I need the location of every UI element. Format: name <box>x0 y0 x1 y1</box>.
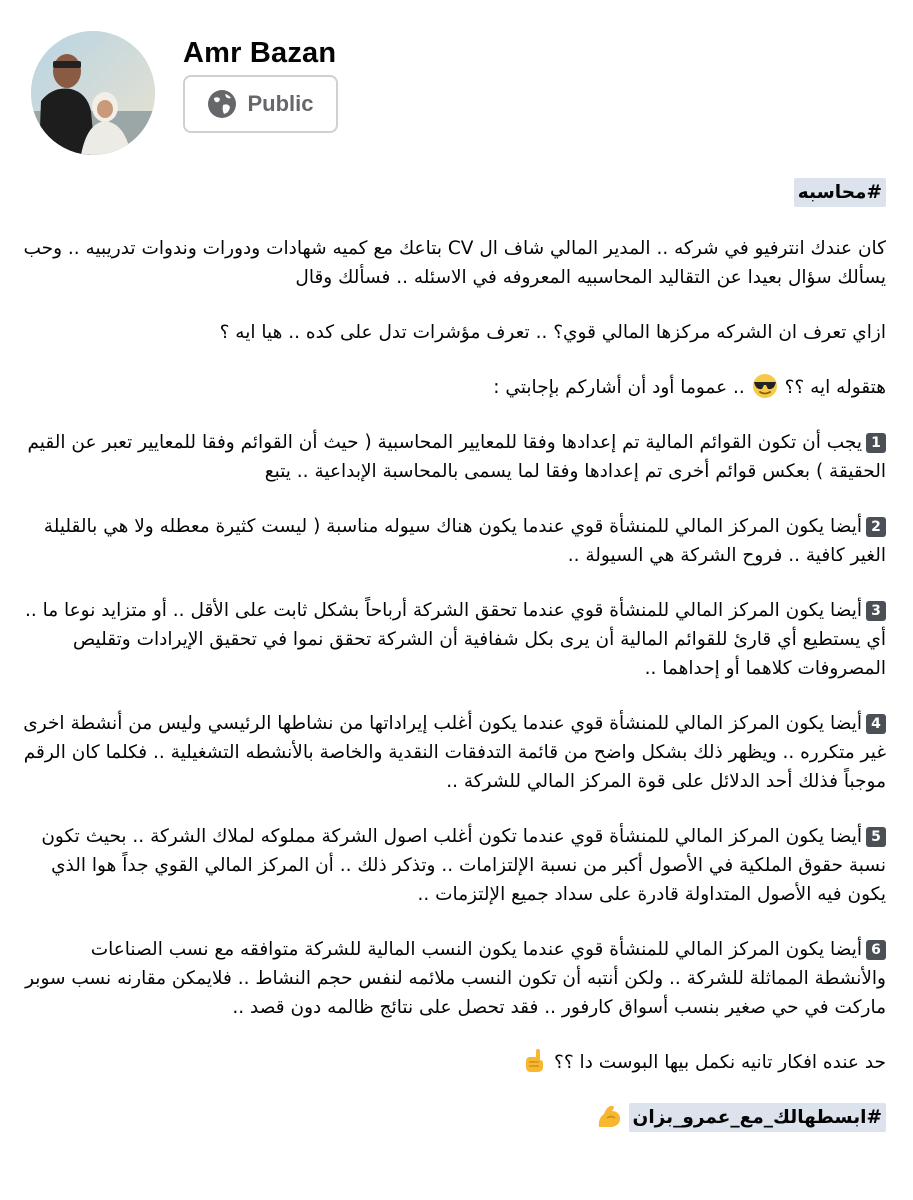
author-name[interactable]: Amr Bazan <box>183 37 337 69</box>
avatar[interactable] <box>31 31 155 155</box>
number-badge: 1 <box>866 433 886 453</box>
number-badge: 2 <box>866 517 886 537</box>
audience-button[interactable] <box>183 75 338 133</box>
sunglasses-emoji-icon <box>751 373 779 399</box>
number-badge: 6 <box>866 940 886 960</box>
point-6: 6أيضا يكون المركز المالي للمنشأة قوي عندما يكون النسب المالية للشركة متوافقه مع نسب الصناعات والأنشطة المماثلة للشركة .. ولكن أنتبه أن تكون النسب ملائمه لنفس حجم النشاط .. فلايمكن مقارنه نسب سوبر ماركت في حي صغير بنسب أسواق كارفور .. فقد تحصل على نتائج ظالمه دون قصد .. <box>25 939 886 1018</box>
audience-label: Public <box>247 91 314 116</box>
post-body <box>22 178 886 1158</box>
globe-icon <box>207 89 237 119</box>
hashtag-link[interactable]: #ابسطهالك_مع_عمرو_بزان <box>629 1103 886 1132</box>
number-badge: 4 <box>866 714 886 734</box>
point-5: 5أيضا يكون المركز المالي للمنشأة قوي عندما تكون أغلب اصول الشركة مملوكه لملاك الشركة .. بحيث تكون نسبة حقوق الملكية في الأصول أكبر من نسبة الإلتزامات .. وتذكر ذلك .. أن المركز المالي القوي جداً هوا الذي يكون فيه الأصول المتداولة قادرة على سداد جميع الإلتزمات .. <box>41 826 886 905</box>
post-header <box>31 31 891 161</box>
hashtag-link[interactable]: #محاسبه <box>794 178 886 207</box>
lead-paragraph: هتقوله ايه ؟؟ .. عموما أود أن أشاركم بإجابتي : <box>22 373 886 402</box>
closing-paragraph: حد عنده افكار تانيه نكمل بيها البوست دا ؟؟ <box>22 1048 886 1077</box>
point-4: 4أيضا يكون المركز المالي للمنشأة قوي عندما يكون أغلب إيراداتها من نشاطها الرئيسي وليس من أنشطة اخرى غير متكرره .. ويظهر ذلك بشكل واضح من قائمة التدفقات النقدية والخاصة بالأنشطه التشغيلية .. فكلما كان الرقم موجباً فذلك أحد الدلائل على قوة المركز المالي للشركة .. <box>23 713 886 792</box>
pointing-hand-icon <box>520 1048 548 1074</box>
point-3: 3أيضا يكون المركز المالي للمنشأة قوي عندما تحقق الشركة أرباحاً بشكل ثابت على الأقل .. أو متزايد نوعا ما .. أي يستطيع أي قارئ للقوائم المالية أن يرى بكل شفافية أن الشركة تحقق نموا في تحقيق الإيرادات وتقليص المصروفات كلاهما أو إحداهما .. <box>24 600 886 679</box>
closing-hashtag <box>22 1103 886 1132</box>
point-2: 2أيضا يكون المركز المالي للمنشأة قوي عندما يكون هناك سيوله مناسبة ( ليست كثيرة معطله ولا هي بالقليلة الغير كافية .. فروح الشركة هي السيولة .. <box>43 516 886 566</box>
intro-paragraph: كان عندك انترفيو في شركه .. المدير المالي شاف ال CV بتاعك مع كميه شهادات ودورات وندوات تدريبيه .. وحب يسألك سؤال بعيدا عن التقاليد المحاسبيه المعروفه في الاسئله .. فسألك وقال <box>23 238 886 288</box>
number-badge: 5 <box>866 827 886 847</box>
number-badge: 3 <box>866 601 886 621</box>
point-1: 1يجب أن تكون القوائم المالية تم إعدادها وفقا للمعايير المحاسبية ( حيث أن القوائم وفقا للمعايير تعبر عن القيم الحقيقة ) بعكس قوائم أخرى تم إعدادها وفقا لما يسمى بالمحاسبة الإبداعية .. يتبع <box>27 432 886 482</box>
flexed-biceps-icon <box>595 1103 623 1129</box>
question-paragraph: ازاي تعرف ان الشركه مركزها المالي قوي؟ .. تعرف مؤشرات تدل على كده .. هيا ايه ؟ <box>219 322 886 343</box>
